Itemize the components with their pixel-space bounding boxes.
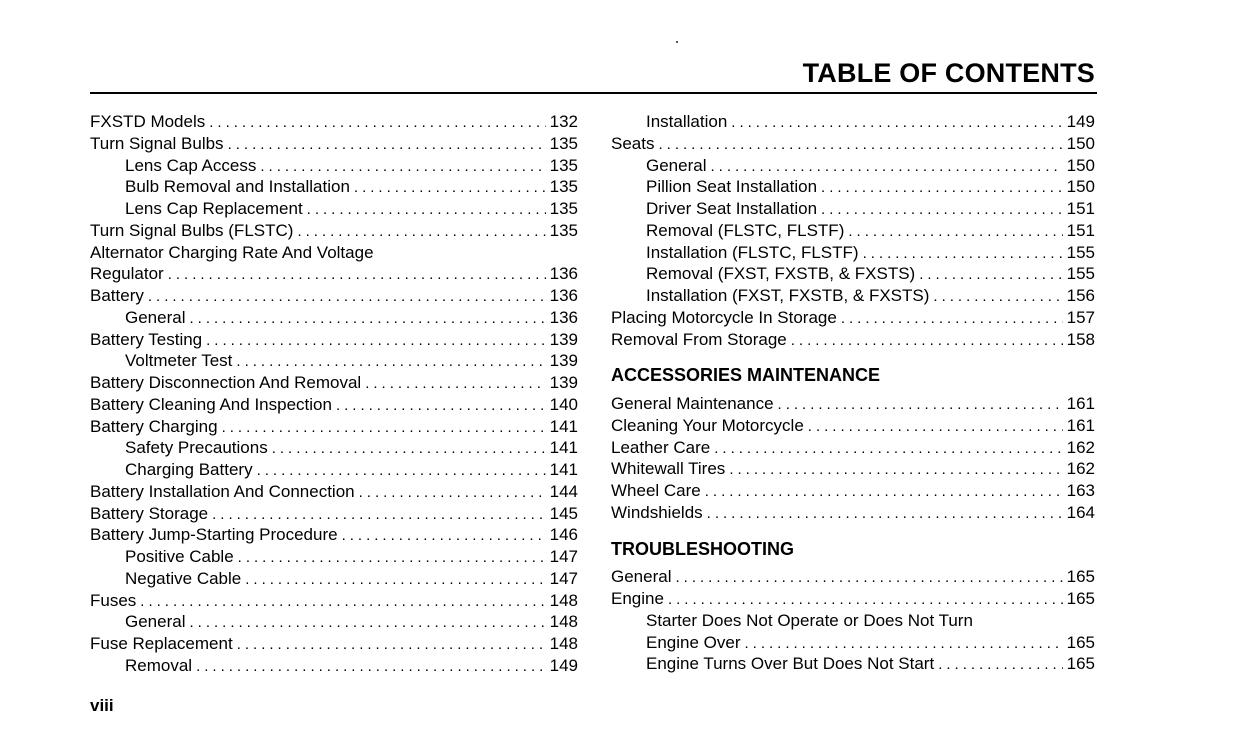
toc-entry[interactable] (611, 176, 1095, 198)
dot-leader (237, 634, 546, 656)
toc-entry-page: 155 (1066, 264, 1095, 284)
toc-entry-label: Removal (FXST, FXSTB, & FXSTS) (646, 264, 916, 284)
dot-leader (821, 199, 1063, 221)
dot-leader (791, 330, 1063, 352)
toc-entry-label: Negative Cable (125, 568, 242, 588)
toc-entry[interactable] (90, 590, 578, 612)
toc-entry-page: 136 (549, 286, 578, 305)
dot-leader (272, 438, 546, 460)
toc-entry-label: Placing Motorcycle In Storage (611, 307, 837, 327)
toc-entry-page: 148 (549, 634, 578, 653)
toc-entry[interactable] (90, 503, 578, 525)
toc-entry-label: Lens Cap Access (125, 155, 257, 175)
toc-column-right (611, 111, 1095, 675)
toc-entry-page: 165 (1066, 654, 1095, 674)
toc-entry-label: Charging Battery (125, 460, 253, 479)
toc-group-troubleshooting (611, 566, 1095, 675)
toc-entry-page: 149 (549, 655, 578, 675)
toc-entry[interactable] (611, 285, 1095, 307)
toc-entry-page: 150 (1066, 177, 1095, 197)
dot-leader (168, 264, 546, 286)
toc-entry-page: 148 (549, 590, 578, 610)
toc-entry-page: 139 (549, 351, 578, 371)
toc-entry[interactable] (90, 133, 578, 155)
stray-dot-mark (676, 41, 678, 43)
dot-leader (938, 654, 1062, 676)
dot-leader (778, 394, 1063, 416)
toc-entry-label: FXSTD Models (90, 112, 206, 131)
toc-entry-page: 163 (1066, 481, 1095, 500)
toc-entry[interactable] (90, 329, 578, 351)
toc-entry-page: 156 (1066, 286, 1095, 305)
toc-entry-page: 136 (549, 307, 578, 327)
dot-leader (257, 460, 546, 482)
toc-entry[interactable] (90, 198, 578, 220)
toc-entry-label: Battery Jump-Starting Procedure (90, 525, 338, 545)
dot-leader (206, 330, 545, 352)
toc-entry[interactable] (90, 416, 578, 438)
dot-leader (196, 656, 546, 678)
toc-entry-page: 157 (1066, 307, 1095, 327)
toc-entry-page: 136 (549, 264, 578, 284)
toc-entry-label: Lens Cap Replacement (125, 199, 303, 218)
dot-leader (359, 482, 546, 504)
toc-entry-label: Battery Disconnection And Removal (90, 373, 362, 392)
toc-entry-label: Fuse Replacement (90, 634, 233, 653)
toc-entry-label: Battery Testing (90, 329, 203, 349)
dot-leader (658, 134, 1062, 156)
toc-entry[interactable] (90, 285, 578, 307)
toc-entry-label: Driver Seat Installation (646, 199, 818, 218)
dot-leader (297, 221, 545, 243)
dot-leader (148, 286, 546, 308)
dot-leader (707, 503, 1063, 525)
toc-entry-label: General (125, 612, 186, 632)
toc-entry[interactable] (611, 329, 1095, 351)
toc-entry[interactable] (90, 633, 578, 655)
toc-entry[interactable] (90, 394, 578, 416)
toc-entry-label: Battery Charging (90, 416, 218, 436)
toc-entry-label: Removal (FLSTC, FLSTF) (646, 220, 845, 240)
dot-leader (238, 547, 546, 569)
toc-entry-label: Windshields (611, 502, 703, 522)
toc-entry-label: Positive Cable (125, 547, 234, 566)
toc-entry[interactable] (611, 437, 1095, 459)
toc-entry-page: 141 (549, 438, 578, 458)
dot-leader (821, 177, 1063, 199)
dot-leader (245, 569, 545, 591)
toc-entry-label: Battery Installation And Connection (90, 481, 355, 501)
toc-entry[interactable] (611, 133, 1095, 155)
toc-entry[interactable] (90, 350, 578, 372)
toc-entry-page: 132 (549, 112, 578, 131)
toc-entry-label: Seats (611, 133, 655, 153)
dot-leader (189, 308, 545, 330)
toc-entry-page: 144 (549, 481, 578, 501)
dot-leader (808, 416, 1063, 438)
dot-leader (919, 264, 1062, 286)
toc-entry-label: Engine Turns Over But Does Not Start (646, 654, 935, 674)
dot-leader (863, 243, 1063, 265)
toc-entry-label: Battery Storage (90, 503, 209, 523)
toc-entry[interactable] (611, 263, 1095, 285)
toc-entry-page: 148 (549, 612, 578, 632)
dot-leader (745, 633, 1063, 655)
toc-entry[interactable] (90, 155, 578, 177)
dot-leader (189, 612, 545, 634)
dot-leader (260, 156, 545, 178)
toc-entry[interactable] (611, 155, 1095, 177)
dot-leader (668, 589, 1063, 611)
toc-entry[interactable] (90, 568, 578, 590)
dot-leader (336, 395, 546, 417)
toc-entry[interactable] (611, 458, 1095, 480)
toc-entry-page: 165 (1066, 589, 1095, 608)
toc-entry-label: Whitewall Tires (611, 459, 726, 479)
toc-entry-page: 135 (549, 199, 578, 218)
page-number: viii (90, 696, 114, 715)
toc-entry-label: Voltmeter Test (125, 351, 233, 371)
toc-entry-page: 151 (1066, 220, 1095, 240)
dot-leader (714, 438, 1062, 460)
dot-leader (342, 525, 546, 547)
toc-entry-label: Battery Cleaning And Inspection (90, 394, 332, 414)
toc-entry-label: Installation (FXST, FXSTB, & FXSTS) (646, 286, 930, 305)
dot-leader (841, 308, 1063, 330)
toc-group-accessories (611, 393, 1095, 524)
dot-leader (307, 199, 546, 221)
toc-entry-label: Installation (646, 112, 728, 131)
toc-entry[interactable] (611, 653, 1095, 675)
toc-entry[interactable] (611, 307, 1095, 329)
toc-entry-page: 149 (1066, 112, 1095, 131)
toc-entry-label: General (646, 155, 707, 175)
toc-entry[interactable] (611, 415, 1095, 437)
section-heading-accessories: ACCESSORIES MAINTENANCE (611, 365, 881, 386)
dot-leader (212, 504, 546, 526)
toc-entry-label: Leather Care (611, 437, 711, 457)
toc-entry[interactable] (90, 459, 578, 481)
dot-leader (354, 177, 546, 199)
toc-entry[interactable] (90, 437, 578, 459)
toc-entry-label: Battery (90, 286, 144, 305)
toc-entry[interactable] (611, 502, 1095, 524)
toc-entry-page: 135 (549, 133, 578, 153)
toc-entry[interactable] (90, 263, 578, 285)
toc-entry[interactable] (90, 372, 578, 394)
toc-entry-page: 162 (1066, 437, 1095, 457)
toc-entry-label: Removal From Storage (611, 329, 787, 349)
toc-entry-page: 141 (549, 460, 578, 479)
toc-entry[interactable] (611, 220, 1095, 242)
toc-entry[interactable] (90, 220, 578, 242)
toc-entry-label: General Maintenance (611, 394, 774, 413)
title-rule (90, 92, 1097, 94)
toc-entry[interactable] (90, 546, 578, 568)
toc-entry-label: Installation (FLSTC, FLSTF) (646, 242, 859, 262)
dot-leader (731, 112, 1062, 134)
toc-entry-label: Bulb Removal and Installation (125, 177, 350, 197)
dot-leader (365, 373, 545, 395)
toc-entry-label: Regulator (90, 264, 164, 284)
toc-entry[interactable] (611, 480, 1095, 502)
toc-entry-label: Starter Does Not Operate or Does Not Turn (646, 610, 973, 630)
toc-entry-label: Wheel Care (611, 481, 701, 500)
dot-leader (222, 417, 546, 439)
toc-entry-page: 165 (1066, 567, 1095, 587)
toc-entry-page: 161 (1066, 394, 1095, 413)
toc-entry[interactable] (611, 610, 1095, 632)
toc-entry[interactable] (611, 111, 1095, 133)
toc-entry[interactable] (90, 611, 578, 633)
toc-entry-page: 150 (1066, 133, 1095, 153)
toc-entry-page: 147 (549, 547, 578, 566)
toc-entry-page: 139 (549, 329, 578, 349)
toc-entry[interactable] (611, 632, 1095, 654)
section-heading-troubleshooting: TROUBLESHOOTING (611, 538, 794, 559)
toc-entry-page: 151 (1066, 199, 1095, 218)
dot-leader (933, 286, 1062, 308)
toc-entry-page: 141 (549, 416, 578, 436)
toc-entry-label: General (611, 567, 672, 587)
toc-entry-page: 139 (549, 373, 578, 392)
toc-entry-label: Removal (125, 655, 193, 675)
toc-column-left (90, 111, 578, 677)
dot-leader (140, 591, 545, 613)
toc-entry-page: 140 (549, 394, 578, 414)
dot-leader (228, 134, 546, 156)
toc-entry[interactable] (90, 655, 578, 677)
toc-entry-page: 135 (549, 155, 578, 175)
toc-entry-page: 146 (549, 525, 578, 545)
toc-entry-label: Engine (611, 589, 664, 608)
toc-entry-label: Safety Precautions (125, 438, 268, 458)
toc-entry-page: 158 (1066, 329, 1095, 349)
toc-entry[interactable] (90, 307, 578, 329)
toc-entry[interactable] (90, 481, 578, 503)
toc-entry-page: 145 (549, 503, 578, 523)
toc-entry-label: Turn Signal Bulbs (FLSTC) (90, 220, 294, 240)
toc-entry[interactable] (90, 242, 578, 264)
toc-entry-page: 147 (549, 568, 578, 588)
toc-entry-label: Fuses (90, 590, 137, 610)
toc-entry[interactable] (90, 176, 578, 198)
dot-leader (848, 221, 1062, 243)
dot-leader (675, 567, 1062, 589)
toc-entry-label: Engine Over (646, 632, 741, 652)
dot-leader (209, 112, 545, 134)
toc-entry-page: 135 (549, 177, 578, 197)
toc-entry-page: 150 (1066, 155, 1095, 175)
toc-entry-page: 161 (1066, 415, 1095, 435)
toc-entry-label: Alternator Charging Rate And Voltage (90, 242, 374, 262)
toc-entry-page: 165 (1066, 632, 1095, 652)
dot-leader (705, 481, 1063, 503)
toc-entry-label: Turn Signal Bulbs (90, 133, 224, 153)
toc-entry[interactable] (611, 242, 1095, 264)
toc-entry-page: 164 (1066, 502, 1095, 522)
toc-entry[interactable] (611, 566, 1095, 588)
toc-entry[interactable] (611, 393, 1095, 415)
toc-entry[interactable] (611, 588, 1095, 610)
toc-group-storage (611, 111, 1095, 350)
dot-leader (710, 156, 1062, 178)
toc-entry[interactable] (90, 111, 578, 133)
toc-entry-label: General (125, 307, 186, 327)
toc-entry[interactable] (611, 198, 1095, 220)
toc-entry-label: Cleaning Your Motorcycle (611, 415, 804, 435)
toc-entry-page: 155 (1066, 242, 1095, 262)
toc-entry-label: Pillion Seat Installation (646, 177, 818, 197)
page-title: TABLE OF CONTENTS (802, 58, 1095, 88)
toc-entry-page: 135 (549, 220, 578, 240)
dot-leader (729, 459, 1062, 481)
dot-leader (236, 351, 545, 373)
toc-entry-page: 162 (1066, 459, 1095, 479)
toc-entry[interactable] (90, 524, 578, 546)
